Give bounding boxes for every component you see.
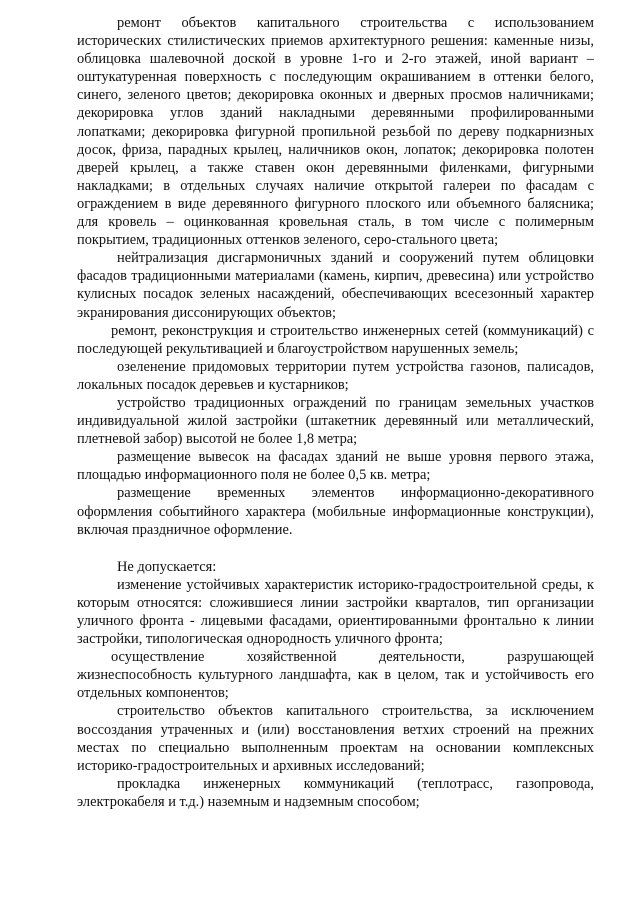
section-gap (77, 539, 594, 558)
paragraph-landscaping: озеленение придомовых территории путем устройства газонов, палисадов, локальных посадок деревьев и кустарников; (77, 358, 594, 393)
paragraph-utilities-laying: прокладка инженерных коммуникаций (теплотрасс, газопровода, электрокабеля и т.д.) наземным и надземным способом; (77, 775, 594, 810)
paragraph-temporary-decor: размещение временных элементов информационно-декоративного оформления событийного характера (мобильные информационные конструкции), включая праздничное оформление. (77, 485, 594, 538)
paragraph-signage: размещение вывесок на фасадах зданий не выше уровня первого этажа, площадью информационного поля не более 0,5 кв. метра; (77, 449, 594, 484)
paragraph-economic-activity: осуществление хозяйственной деятельности, разрушающей жизнеспособность культурного ландшафта, как в целом, так и устойчивость его отдельных компонентов; (77, 649, 594, 702)
paragraph-fences: устройство традиционных ограждений по границам земельных участков индивидуальной жилой застройки (штакетник деревянный или металлический, плетневой забор) высотой не более 1,8 метра; (77, 394, 594, 448)
paragraph-capital-repair: ремонт объектов капитального строительства с использованием исторических стилистических приемов архитектурного решения: каменные низы, облицовка шалевочной доской в уровне 1-го и 2-го этажей, иной вариант – оштукатуренная поверхность с последующим окрашиванием в оттенки белого, синего, зеленого цветов; декорировка оконных и дверных просмов наличниками; декорировка углов зданий накладными деревянными профилированными лопатками; декорировка фигурной пропильной резьбой по дереву подкарнизных досок, фриза, парадных крылец, наличников окон, лопаток; декорировка полотен дверей крылец, а также ставен окон деревянными филенками, фигурными накладками; в отдельных случаях наличие открытой галереи по фасадам с ограждением в виде деревянного фигурного плоского или объемного балясника; для кровель – оцинкованная кровельная сталь, в том числе с полимерным покрытием, традиционных оттенков зеленого, серо-стального цвета; (77, 15, 594, 249)
paragraph-neutralization: нейтрализация дисгармоничных зданий и сооружений путем облицовки фасадов традиционными материалами (камень, кирпич, древесина) или устройство кулисных посадок зеленых насаждений, обеспечивающих всесезонный характер экранирования диссонирующих объектов; (77, 250, 594, 321)
paragraph-environment-change: изменение устойчивых характеристик историко-градостроительной среды, к которым относятся: сложившиеся линии застройки кварталов, тип организации уличного фронта - лицевыми фасадами, ориентированными фронтально к линии застройки, типологическая однородность уличного фронта; (77, 576, 594, 648)
paragraph-construction: строительство объектов капитального строительства, за исключением воссоздания утраченных и (или) восстановления ветхих строений на прежних местах по специально выполненным проектам на основании комплексных историко-градостроительных и архивных исследований; (77, 703, 594, 774)
document-page (77, 14, 594, 811)
paragraph-utility-networks: ремонт, реконструкция и строительство инженерных сетей (коммуникаций) с последующей рекультивацией и благоустройством нарушенных земель; (77, 322, 594, 357)
prohibited-heading: Не допускается: (117, 558, 217, 575)
